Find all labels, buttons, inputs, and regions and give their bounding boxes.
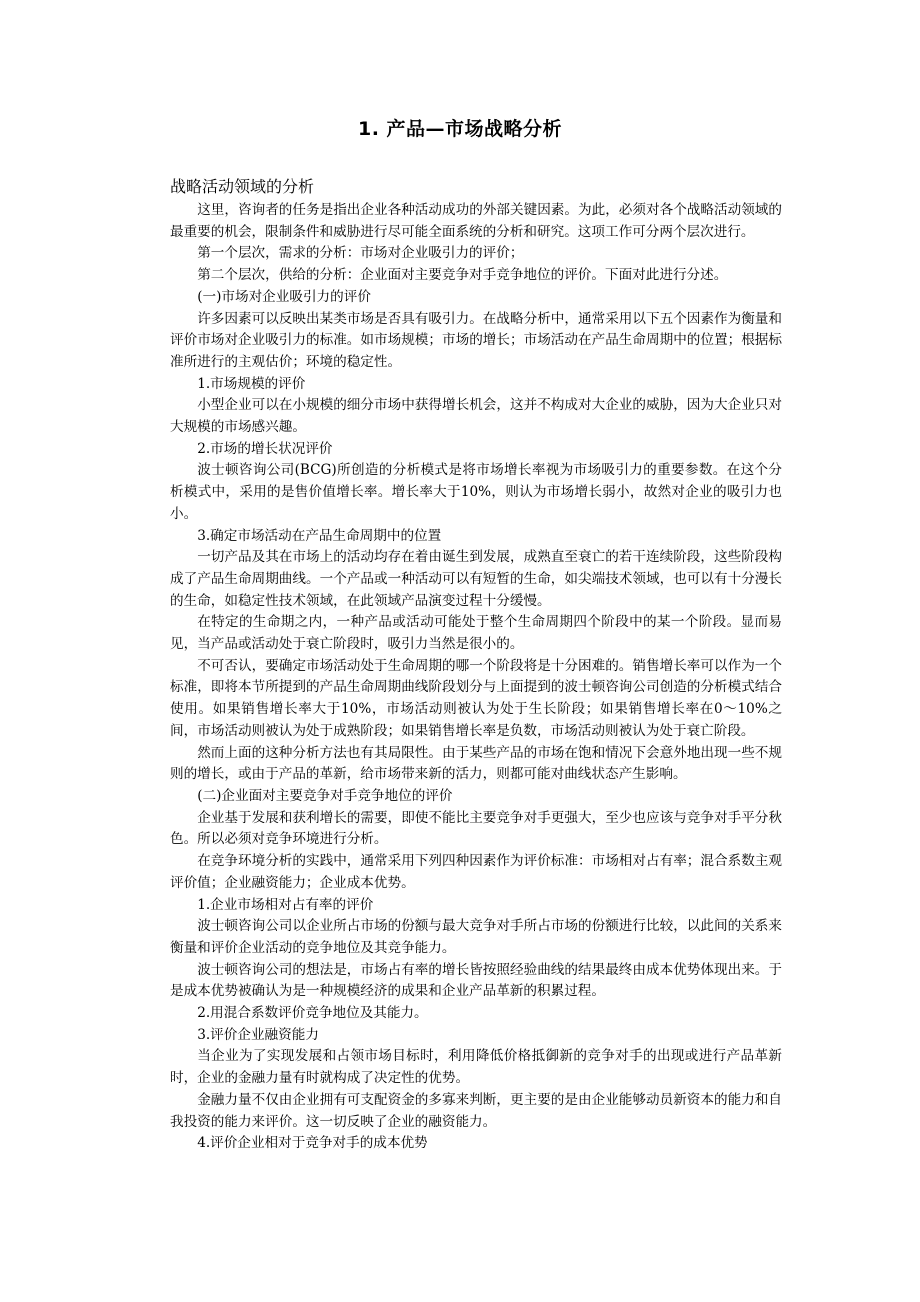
subheading-market-attractiveness: (一)市场对企业吸引力的评价 (197, 288, 371, 305)
paragraph-lifecycle-difficulty: 不可否认，要确定市场活动处于生命周期的哪一个阶段将是十分困难的。销售增长率可以作为一个标准，即将本节所提到的产品生命周期曲线阶段划分与上面提到的波士顿咨询公司创造的分析模式结合使用。如果销售增长率大于10%，市场活动则被认为处于生长阶段；如果销售增长率在0～10%之间，市场活动则被认为处于成熟阶段；如果销售增长率是负数，市场活动则被认为处于衰亡阶段。 (170, 657, 782, 739)
subheading-mixed-coefficient: 2.用混合系数评价竞争地位及其能力。 (197, 1005, 428, 1022)
paragraph-financing-capacity: 金融力量不仅由企业拥有可支配资金的多寡来判断，更主要的是由企业能够动员新资本的能力和自我投资的能力来评价。这一切反映了企业的融资能力。 (170, 1091, 782, 1130)
paragraph-method-limits: 然而上面的这种分析方法也有其局限性。由于某些产品的市场在饱和情况下会意外地出现一些不规则的增长，或由于产品的革新，给市场带来新的活力，则都可能对曲线状态产生影响。 (170, 744, 782, 783)
paragraph-level-two: 第二个层次，供给的分析：企业面对主要竞争对手竞争地位的评价。下面对此进行分述。 (197, 267, 728, 284)
paragraph-intro: 这里，咨询者的任务是指出企业各种活动成功的外部关键因素。为此，必须对各个战略活动领域的最重要的机会，限制条件和威胁进行尽可能全面系统的分析和研究。这项工作可分两个层次进行。 (170, 202, 782, 240)
paragraph-four-factors: 在竞争环境分析的实践中，通常采用下列四种因素作为评价标准：市场相对占有率；混合系数主观评价值；企业融资能力；企业成本优势。 (170, 853, 782, 891)
paragraph-financial-strength: 当企业为了实现发展和占领市场目标时，利用降低价格抵御新的竞争对手的出现或进行产品革新时，企业的金融力量有时就构成了决定性的优势。 (170, 1048, 782, 1087)
page-title: 1. 产品—市场战略分析 (357, 118, 563, 140)
subheading-lifecycle-position: 3.确定市场活动在产品生命周期中的位置 (197, 527, 442, 544)
paragraph-level-one: 第一个层次，需求的分析：市场对企业吸引力的评价； (197, 245, 524, 262)
subheading-market-size: 1.市场规模的评价 (197, 375, 306, 392)
paragraph-lifecycle-decline: 在特定的生命期之内，一种产品或活动可能处于整个生命周期四个阶段中的某一个阶段。显而易见，当产品或活动处于衰亡阶段时，吸引力当然是很小的。 (170, 614, 782, 653)
section-heading: 战略活动领域的分析 (170, 177, 315, 196)
subheading-relative-share: 1.企业市场相对占有率的评价 (197, 896, 374, 913)
paragraph-bcg-model: 波士顿咨询公司(BCG)所创造的分析模式是将市场增长率视为市场吸引力的重要参数。在这个分析模式中，采用的是售价值增长率。增长率大于10%，则认为市场增长弱小，故然对企业的吸引力也小。 (170, 462, 782, 522)
paragraph-lifecycle-stages: 一切产品及其在市场上的活动均存在着由诞生到发展，成熟直至衰亡的若干连续阶段，这些阶段构成了产品生命周期曲线。一个产品或一种活动可以有短暂的生命，如尖端技术领域，也可以有十分漫长的生命，如稳定性技术领域，在此领域产品演变过程十分缓慢。 (170, 549, 782, 609)
subheading-market-growth: 2.市场的增长状况评价 (197, 440, 333, 457)
subheading-competitive-position: (二)企业面对主要竞争对手竞争地位的评价 (197, 787, 453, 804)
paragraph-experience-curve: 波士顿咨询公司的想法是，市场占有率的增长皆按照经验曲线的结果最终由成本优势体现出来。于是成本优势被确认为是一种规模经济的成果和企业产品革新的积累过程。 (170, 961, 782, 1000)
paragraph-competitive-need: 企业基于发展和获利增长的需要，即使不能比主要竞争对手更强大，至少也应该与竞争对手平分秋色。所以必须对竞争环境进行分析。 (170, 809, 782, 848)
subheading-financing-ability: 3.评价企业融资能力 (197, 1026, 319, 1043)
subheading-cost-advantage: 4.评价企业相对于竞争对手的成本优势 (197, 1135, 428, 1152)
document-body (170, 176, 782, 1155)
paragraph-market-size: 小型企业可以在小规模的细分市场中获得增长机会，这并不构成对大企业的威胁，因为大企业只对大规模的市场感兴趣。 (170, 397, 782, 436)
paragraph-five-factors: 许多因素可以反映出某类市场是否具有吸引力。在战略分析中，通常采用以下五个因素作为衡量和评价市场对企业吸引力的标准。如市场规模；市场的增长；市场活动在产品生命周期中的位置；根据标准所进行的主观估价；环境的稳定性。 (170, 310, 782, 370)
paragraph-relative-share: 波士顿咨询公司以企业所占市场的份额与最大竞争对手所占市场的份额进行比较，以此间的关系来衡量和评价企业活动的竞争地位及其竞争能力。 (170, 918, 782, 956)
